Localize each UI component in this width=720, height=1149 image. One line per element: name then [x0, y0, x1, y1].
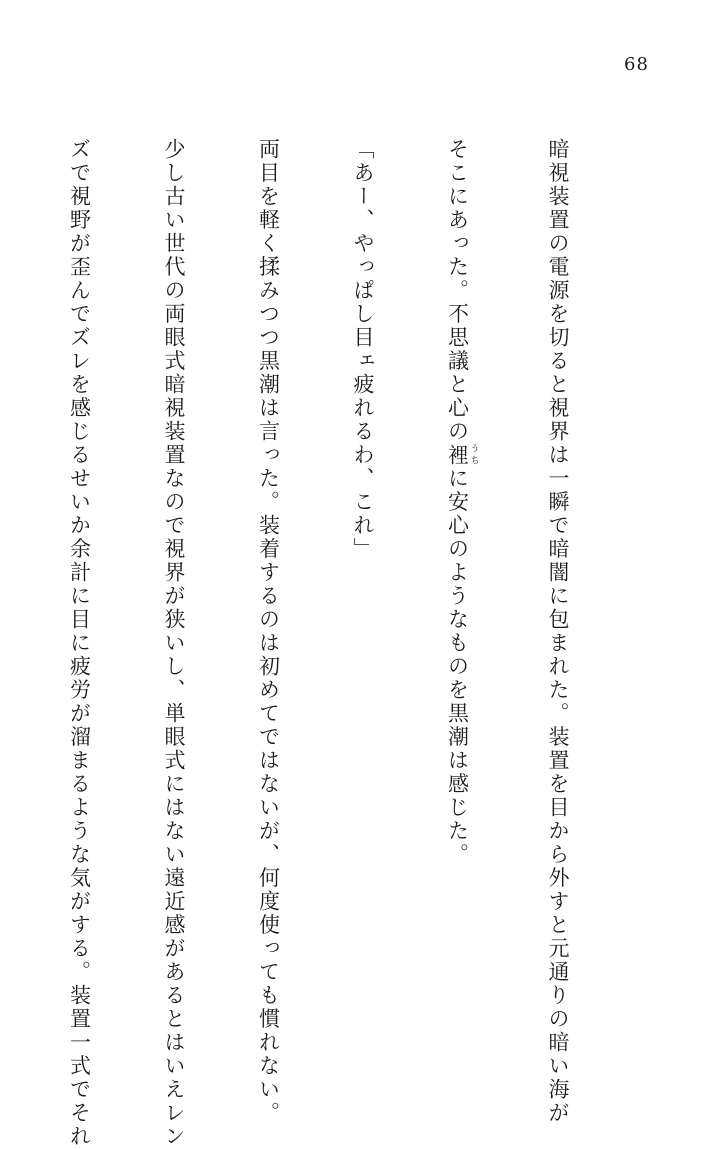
text-line-2-a: そこにあった。不思議と心の [445, 138, 470, 444]
text-line-6: ズで視野が歪んでズレを感じるせいか余計に目に疲労が溜まるような気がする。装置一式でそれ [67, 138, 92, 1149]
ruby-uchi: 裡 うち [445, 443, 479, 467]
text-line-2 [441, 138, 479, 867]
text-line-3: 「あー、やっぱし目ェ疲れるわ、これ」 [351, 138, 375, 561]
body-text [0, 138, 636, 1149]
page-number: 68 [624, 54, 649, 75]
text-line-2-b: に安心のようなものを黒潮は感じた。 [445, 467, 470, 867]
text-line-4: 両目を軽く揉みつつ黒潮は言った。装着するのは初めてではないが、何度使っても慣れない。 [256, 138, 281, 1125]
text-line-1: 暗視装置の電源を切ると視界は一瞬で暗闇に包まれた。装置を目から外すと元通りの暗い海が [546, 138, 570, 1125]
text-line-5: 少し古い世代の両眼式暗視装置なので視界が狭いし、単眼式にはない遠近感があるとはいえレン [162, 138, 186, 1149]
